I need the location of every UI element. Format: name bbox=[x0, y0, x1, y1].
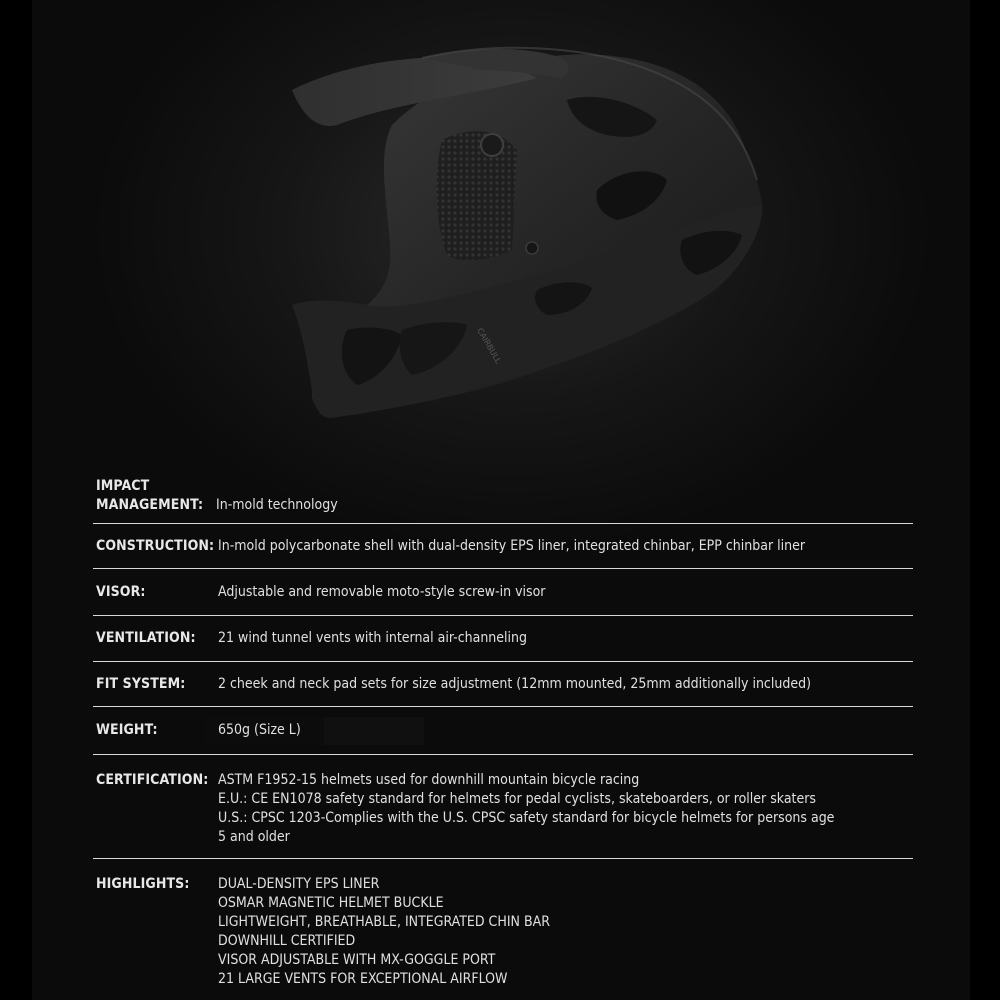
highlight-item: DOWNHILL CERTIFIED bbox=[218, 933, 356, 949]
spec-value-construction: In-mold polycarbonate shell with dual-density EPS liner, integrated chinbar, EPP chinbar liner bbox=[218, 537, 806, 554]
highlight-item: LIGHTWEIGHT, BREATHABLE, INTEGRATED CHIN BAR bbox=[218, 914, 550, 930]
spec-label-impact-line1: IMPACT bbox=[96, 478, 150, 494]
spec-label-visor: VISOR: bbox=[96, 583, 146, 600]
spec-value-fit-system: 2 cheek and neck pad sets for size adjustment (12mm mounted, 25mm additionally included) bbox=[218, 675, 811, 692]
spec-label-weight: WEIGHT: bbox=[96, 722, 158, 738]
certification-line: U.S.: CPSC 1203-Complies with the U.S. CPSC safety standard for bicycle helmets for persons age bbox=[218, 810, 835, 826]
spec-label-ventilation: VENTILATION: bbox=[96, 630, 196, 646]
spec-row-certification bbox=[93, 755, 913, 859]
spec-row-construction bbox=[93, 524, 913, 569]
spec-row-visor bbox=[93, 569, 913, 616]
spec-row-highlights bbox=[93, 859, 913, 999]
spec-label-construction: CONSTRUCTION: bbox=[96, 537, 215, 554]
highlight-item: DUAL-DENSITY EPS LINER bbox=[218, 876, 380, 892]
spec-value-visor: Adjustable and removable moto-style screw-in visor bbox=[218, 583, 546, 600]
certification-line: E.U.: CE EN1078 safety standard for helmets for pedal cyclists, skateboarders, or roller skaters bbox=[218, 791, 816, 807]
helmet-brand-mark: CAIRBULL bbox=[475, 326, 503, 365]
highlight-item: OSMAR MAGNETIC HELMET BUCKLE bbox=[218, 895, 444, 911]
spec-row-fit-system bbox=[93, 662, 913, 707]
spec-value-ventilation: 21 wind tunnel vents with internal air-channeling bbox=[218, 630, 528, 646]
spec-value-weight: 650g (Size L) bbox=[218, 722, 301, 738]
helmet-image bbox=[272, 30, 772, 450]
highlight-item: VISOR ADJUSTABLE WITH MX-GOGGLE PORT bbox=[218, 952, 496, 968]
spec-value-certification bbox=[218, 771, 913, 847]
spec-value-highlights bbox=[218, 875, 913, 989]
spec-table bbox=[93, 470, 913, 999]
spec-value-impact: In-mold technology bbox=[216, 497, 338, 513]
visor-screw bbox=[481, 134, 503, 156]
certification-line: ASTM F1952-15 helmets used for downhill mountain bicycle racing bbox=[218, 772, 640, 788]
spec-label-impact-line2: MANAGEMENT: bbox=[96, 497, 204, 513]
spec-row-impact bbox=[93, 470, 913, 524]
spec-label-fit-system: FIT SYSTEM: bbox=[96, 675, 186, 692]
certification-line: 5 and older bbox=[218, 829, 290, 845]
spec-label-impact bbox=[93, 477, 216, 515]
spec-row-weight bbox=[93, 707, 913, 755]
spec-row-ventilation bbox=[93, 616, 913, 662]
highlight-item: 21 LARGE VENTS FOR EXCEPTIONAL AIRFLOW bbox=[218, 971, 508, 987]
spec-label-highlights: HIGHLIGHTS: bbox=[96, 876, 190, 892]
spec-label-certification: CERTIFICATION: bbox=[96, 772, 209, 788]
